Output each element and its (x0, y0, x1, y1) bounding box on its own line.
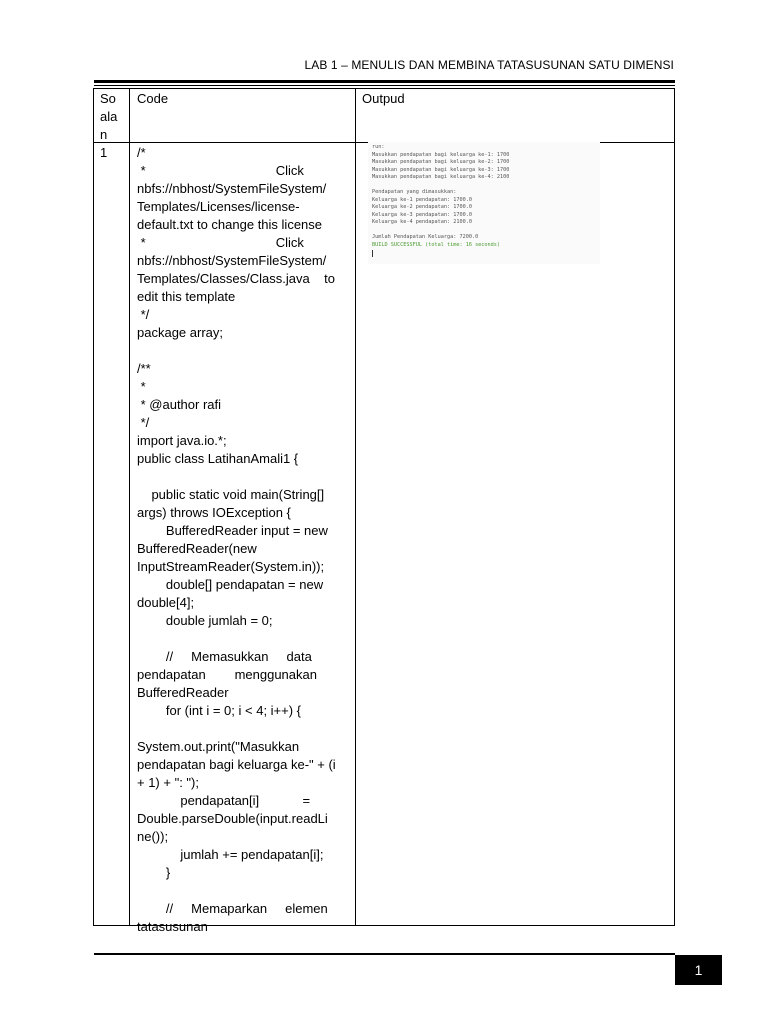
output-line: run: (372, 144, 385, 150)
row-number: 1 (100, 145, 108, 160)
code-line: // Memasukkan data (137, 649, 312, 664)
code-line: pendapatan[i] = (137, 793, 311, 808)
header-soalan-part: ala (100, 109, 118, 124)
code-line: BufferedReader input = new (137, 523, 328, 538)
code-line: public class LatihanAmali1 { (137, 451, 299, 466)
header-soalan-part: n (100, 127, 108, 142)
code-line: BufferedReader (137, 685, 229, 700)
code-line: pendapatan bagi keluarga ke-" + (i (137, 757, 336, 772)
code-line: for (int i = 0; i < 4; i++) { (137, 703, 302, 718)
code-line (137, 342, 349, 360)
header-output: Outpud (362, 91, 405, 106)
code-line: // Memaparkan elemen (137, 901, 328, 916)
column-divider (355, 89, 356, 925)
code-line: Templates/Classes/Class.java to (137, 271, 335, 286)
output-line: Keluarga ke-4 pendapatan: 2100.0 (372, 219, 472, 225)
footer-rule (94, 953, 675, 955)
output-line: Keluarga ke-1 pendapatan: 1700.0 (372, 196, 472, 203)
header-soalan-part: So (100, 91, 116, 106)
code-line: Templates/Licenses/license- (137, 199, 300, 214)
header-code: Code (137, 91, 169, 106)
output-line: Masukkan pendapatan bagi keluarga ke-2: 1700 (372, 159, 510, 165)
code-line: InputStreamReader(System.in)); (137, 559, 325, 574)
code-line: */ (137, 415, 150, 430)
code-line: public static void main(String[] (137, 487, 325, 502)
code-line: BufferedReader(new (137, 541, 257, 556)
code-line: System.out.print("Masukkan (137, 739, 300, 754)
output-line: Jumlah Pendapatan Keluarga: 7200.0 (372, 234, 479, 240)
code-line: jumlah += pendapatan[i]; (137, 847, 324, 862)
output-line: Masukkan pendapatan bagi keluarga ke-1: 1700 (372, 151, 510, 158)
output-screenshot (368, 142, 600, 264)
header-rule-thin (94, 85, 675, 86)
output-line (372, 227, 596, 235)
column-divider (129, 89, 130, 925)
output-line (372, 182, 596, 190)
output-line: Masukkan pendapatan bagi keluarga ke-3: 1700 (372, 166, 510, 173)
code-line: double[4]; (137, 595, 195, 610)
code-line: import java.io.*; (137, 433, 227, 448)
text-cursor (372, 250, 373, 257)
code-line: * (137, 379, 146, 394)
code-line: nbfs://nbhost/SystemFileSystem/ (137, 181, 327, 196)
output-line: Keluarga ke-3 pendapatan: 1700.0 (372, 211, 472, 218)
code-line: /** (137, 361, 151, 376)
code-line: pendapatan menggunakan (137, 667, 317, 682)
output-line: Masukkan pendapatan bagi keluarga ke-4: 2100 (372, 174, 510, 180)
code-line: nbfs://nbhost/SystemFileSystem/ (137, 253, 327, 268)
code-line (137, 630, 349, 648)
code-line: ne()); (137, 829, 169, 844)
code-line: } (137, 865, 171, 880)
code-line: /* (137, 145, 146, 160)
header-rule-thick (94, 80, 675, 83)
code-cell (137, 144, 349, 936)
code-line: package array; (137, 325, 223, 340)
code-line: * @author rafi (137, 397, 222, 412)
code-line: * Click (137, 235, 304, 250)
code-line (137, 720, 349, 738)
lab-table (93, 88, 675, 934)
code-line: tatasusunan (137, 919, 208, 934)
code-line (137, 882, 349, 900)
page-number: 1 (675, 955, 722, 985)
code-line: edit this template (137, 289, 236, 304)
code-line: Double.parseDouble(input.readLi (137, 811, 328, 826)
output-line: Keluarga ke-2 pendapatan: 1700.0 (372, 204, 472, 210)
output-line: BUILD SUCCESSFUL (total time: 16 seconds) (372, 241, 501, 248)
page-header-title: LAB 1 – MENULIS DAN MEMBINA TATASUSUNAN SATU DIMENSI (304, 58, 674, 72)
code-line: + 1) + ": "); (137, 775, 199, 790)
code-line: */ (137, 307, 150, 322)
code-line: * Click (137, 163, 304, 178)
header-soalan (100, 90, 124, 144)
code-line (137, 468, 349, 486)
code-line: double[] pendapatan = new (137, 577, 324, 592)
code-line: double jumlah = 0; (137, 613, 273, 628)
code-line: default.txt to change this license (137, 217, 323, 232)
output-line: Pendapatan yang dimasukkan: (372, 189, 457, 195)
code-line: args) throws IOException { (137, 505, 291, 520)
